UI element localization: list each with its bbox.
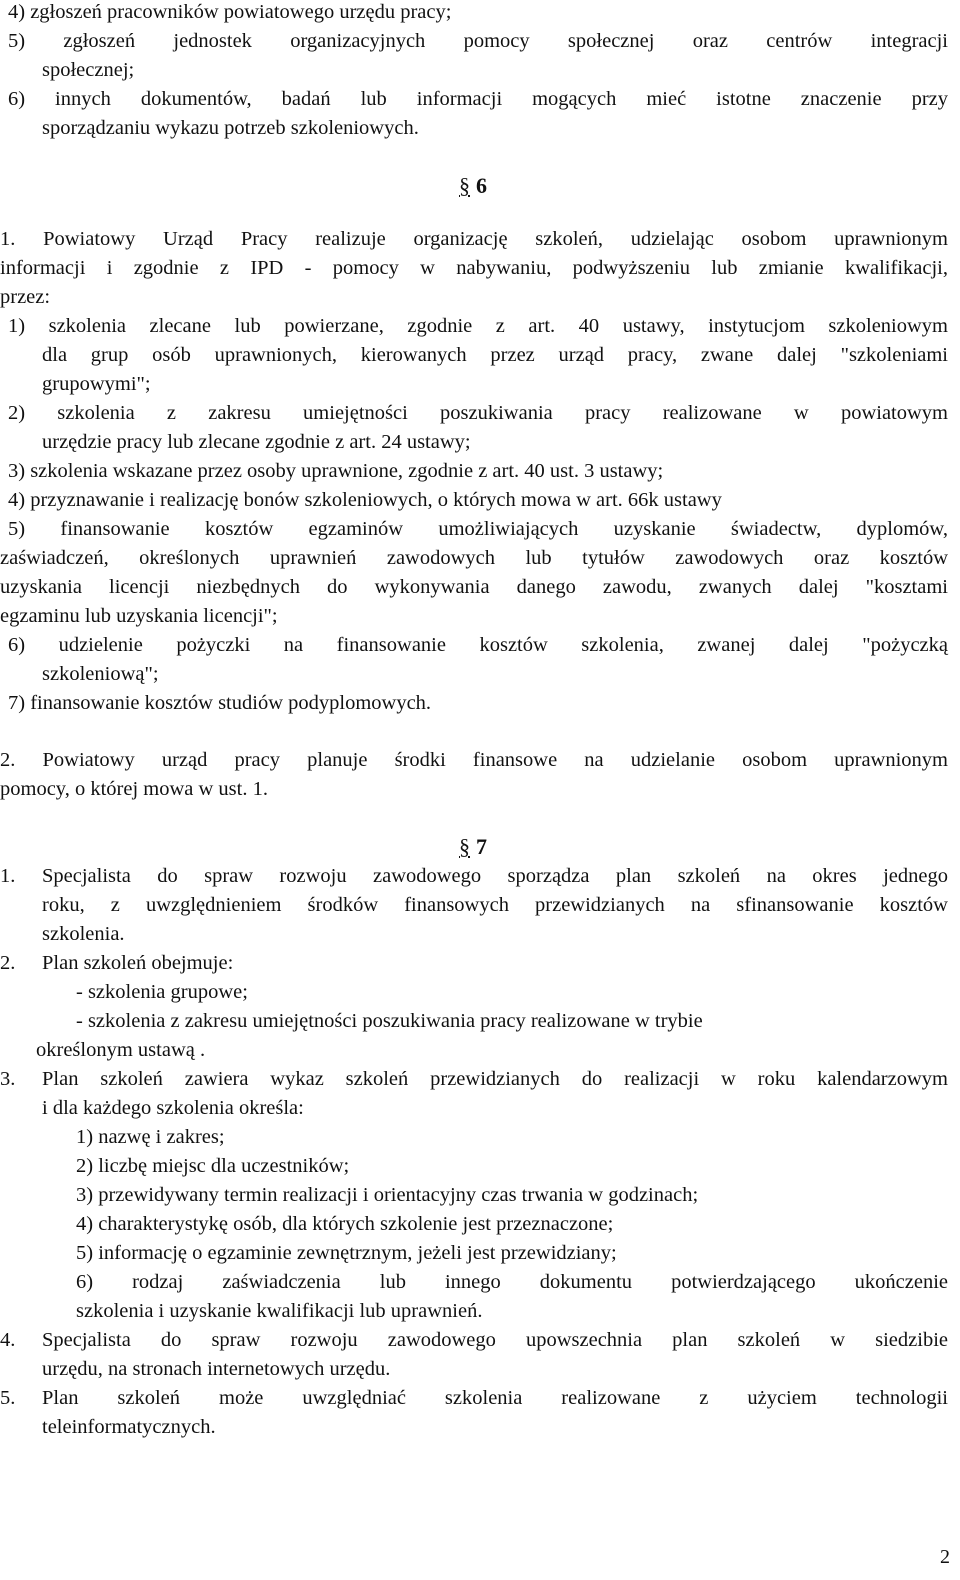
section-7-heading — [459, 832, 487, 862]
paragraph-line: 2. Powiatowy urząd pracy planuje środki finansowe na udzielanie osobom uprawnionym — [0, 749, 948, 771]
paragraph-line: Plan szkoleń może uwzględniać szkolenia realizowane z użyciem technologii — [42, 1387, 948, 1409]
dash-item: - szkolenia grupowe; — [76, 981, 248, 1003]
paragraph-line: Specjalista do spraw rozwoju zawodowego sporządza plan szkoleń na okres jednego — [42, 865, 948, 887]
paragraph-line: 1. Powiatowy Urząd Pracy realizuje organizację szkoleń, udzielając osobom uprawnionym — [0, 228, 948, 250]
list-item-continuation: urzędzie pracy lub zlecane zgodnie z art. 24 ustawy; — [42, 431, 471, 453]
point-number: 2. — [0, 952, 16, 974]
list-item: 6) rodzaj zaświadczenia lub innego dokumentu potwierdzającego ukończenie — [76, 1271, 948, 1293]
paragraph-line: teleinformatycznych. — [42, 1416, 216, 1438]
section-symbol: § — [459, 834, 470, 859]
list-item: 4) przyznawanie i realizację bonów szkoleniowych, o których mowa w art. 66k ustawy — [8, 489, 722, 511]
paragraph-line: Plan szkoleń zawiera wykaz szkoleń przewidzianych do realizacji w roku kalendarzowym — [42, 1068, 948, 1090]
list-item-continuation: egzaminu lub uzyskania licencji"; — [0, 605, 278, 627]
section-number: 7 — [476, 834, 487, 859]
list-item: 6) innych dokumentów, badań lub informacji mogących mieć istotne znaczenie przy — [8, 88, 948, 110]
paragraph-line: roku, z uwzględnieniem środków finansowych przewidzianych na sfinansowanie kosztów — [42, 894, 948, 916]
list-item-continuation: grupowymi"; — [42, 373, 151, 395]
list-item-continuation: sporządzaniu wykazu potrzeb szkoleniowych. — [42, 117, 419, 139]
paragraph-line: i dla każdego szkolenia określa: — [42, 1097, 304, 1119]
list-item-continuation: uzyskania licencji niezbędnych do wykonywania danego zawodu, zwanych dalej "kosztami — [0, 576, 948, 598]
section-number: 6 — [476, 173, 487, 198]
list-item: 2) szkolenia z zakresu umiejętności poszukiwania pracy realizowane w powiatowym — [8, 402, 948, 424]
paragraph-line: informacji i zgodnie z IPD - pomocy w nabywaniu, podwyższeniu lub zmianie kwalifikacji, — [0, 257, 948, 279]
list-item: 5) informację o egzaminie zewnętrznym, jeżeli jest przewidziany; — [76, 1242, 617, 1264]
list-item: 1) nazwę i zakres; — [76, 1126, 225, 1148]
paragraph-line: szkolenia. — [42, 923, 125, 945]
paragraph-line: przez: — [0, 286, 51, 308]
list-item-continuation: szkolenia i uzyskanie kwalifikacji lub uprawnień. — [76, 1300, 483, 1322]
point-number: 4. — [0, 1329, 16, 1351]
list-item: 3) przewidywany termin realizacji i orientacyjny czas trwania w godzinach; — [76, 1184, 699, 1206]
list-item: 7) finansowanie kosztów studiów podyplomowych. — [8, 692, 432, 714]
list-item: 5) finansowanie kosztów egzaminów umożliwiających uzyskanie świadectw, dyplomów, — [8, 518, 948, 540]
paragraph-line: Plan szkoleń obejmuje: — [42, 952, 234, 974]
list-item: 6) udzielenie pożyczki na finansowanie kosztów szkolenia, zwanej dalej "pożyczką — [8, 634, 948, 656]
point-number: 3. — [0, 1068, 16, 1090]
list-item: 2) liczbę miejsc dla uczestników; — [76, 1155, 350, 1177]
section-6-heading — [459, 171, 487, 201]
list-item-continuation: społecznej; — [42, 59, 135, 81]
dash-item-continuation: określonym ustawą . — [36, 1039, 206, 1061]
page-number: 2 — [940, 1546, 950, 1568]
paragraph-line: urzędu, na stronach internetowych urzędu. — [42, 1358, 391, 1380]
section-symbol: § — [459, 173, 470, 198]
list-item: 1) szkolenia zlecane lub powierzane, zgodnie z art. 40 ustawy, instytucjom szkoleniowym — [8, 315, 948, 337]
list-item: 4) zgłoszeń pracowników powiatowego urzędu pracy; — [8, 1, 452, 23]
list-item-continuation: dla grup osób uprawnionych, kierowanych przez urząd pracy, zwane dalej "szkoleniami — [42, 344, 948, 366]
list-item: 5) zgłoszeń jednostek organizacyjnych pomocy społecznej oraz centrów integracji — [8, 30, 948, 52]
point-number: 1. — [0, 865, 16, 887]
list-item-continuation: zaświadczeń, określonych uprawnień zawodowych lub tytułów zawodowych oraz kosztów — [0, 547, 948, 569]
paragraph-line: pomocy, o której mowa w ust. 1. — [0, 778, 268, 800]
dash-item: - szkolenia z zakresu umiejętności poszukiwania pracy realizowane w trybie — [76, 1010, 703, 1032]
paragraph-line: Specjalista do spraw rozwoju zawodowego upowszechnia plan szkoleń w siedzibie — [42, 1329, 948, 1351]
list-item: 4) charakterystykę osób, dla których szkolenie jest przeznaczone; — [76, 1213, 614, 1235]
list-item-continuation: szkoleniową"; — [42, 663, 159, 685]
point-number: 5. — [0, 1387, 16, 1409]
list-item: 3) szkolenia wskazane przez osoby uprawnione, zgodnie z art. 40 ust. 3 ustawy; — [8, 460, 664, 482]
